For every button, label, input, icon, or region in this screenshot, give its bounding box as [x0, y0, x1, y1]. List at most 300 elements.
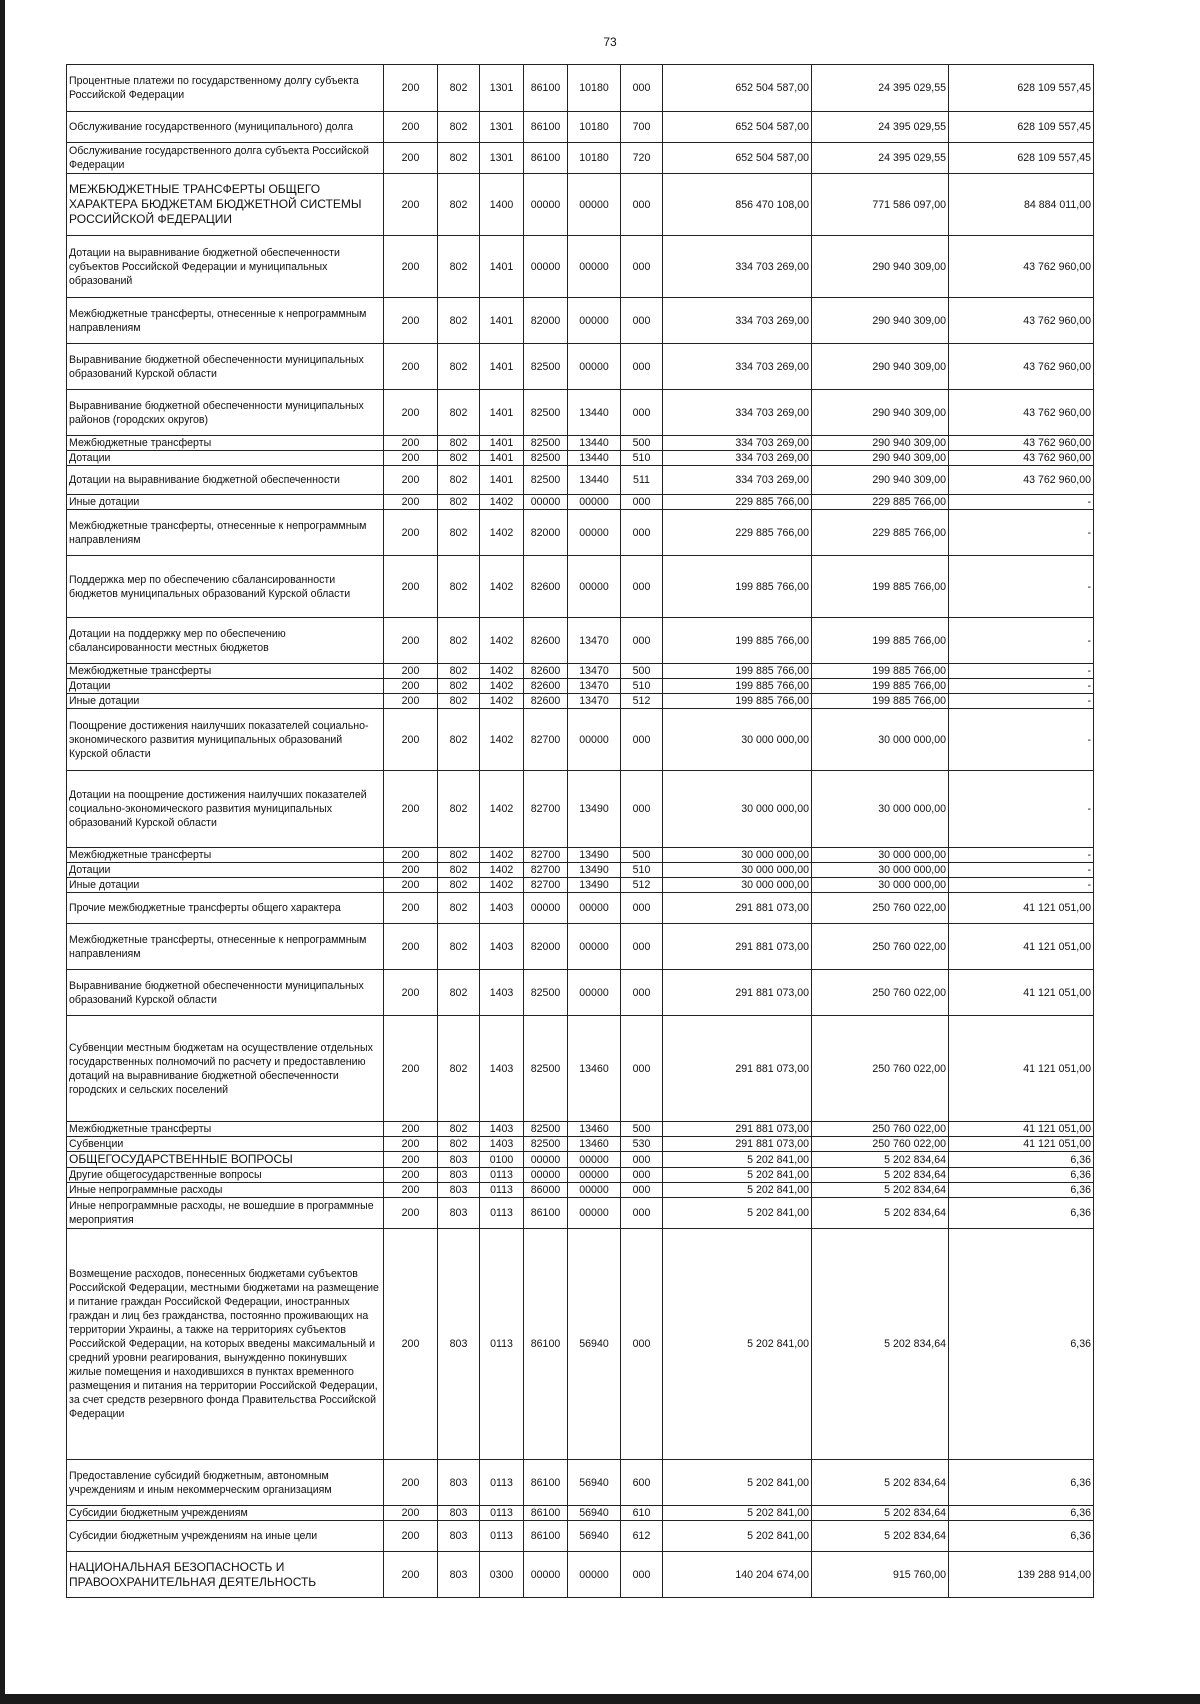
- code-program-cell: 82500: [524, 1122, 568, 1137]
- table-row: [67, 495, 1094, 510]
- amount-remaining-cell: 41 121 051,00: [949, 924, 1094, 970]
- code-expense-type-cell: 512: [621, 878, 663, 893]
- code-grbs-cell: 200: [384, 1552, 438, 1598]
- code-program-cell: 00000: [524, 174, 568, 236]
- code-razdel-cell: 1402: [480, 618, 524, 664]
- code-program-cell: 82000: [524, 298, 568, 344]
- code-razdel-cell: 1401: [480, 436, 524, 451]
- code-razdel-cell: 1403: [480, 1016, 524, 1122]
- code-vid-cell: 802: [438, 1137, 480, 1152]
- amount-remaining-cell: -: [949, 556, 1094, 618]
- amount-planned-cell: 30 000 000,00: [663, 771, 812, 848]
- code-grbs-cell: 200: [384, 848, 438, 863]
- amount-planned-cell: 334 703 269,00: [663, 466, 812, 495]
- code-vid-cell: 802: [438, 970, 480, 1016]
- table-row: [67, 112, 1094, 143]
- table-row: [67, 771, 1094, 848]
- code-program-cell: 86100: [524, 65, 568, 112]
- code-program-cell: 00000: [524, 1152, 568, 1168]
- table-row: [67, 174, 1094, 236]
- table-row: [67, 1506, 1094, 1521]
- code-razdel-cell: 1403: [480, 970, 524, 1016]
- code-program-cell: 82700: [524, 709, 568, 771]
- code-target-cell: 13470: [568, 664, 621, 679]
- code-grbs-cell: 200: [384, 174, 438, 236]
- code-razdel-cell: 1301: [480, 65, 524, 112]
- code-grbs-cell: 200: [384, 112, 438, 143]
- table-row: [67, 893, 1094, 924]
- row-name-cell: Дотации на поддержку мер по обеспечению сбалансированности местных бюджетов: [67, 618, 384, 664]
- code-target-cell: 13490: [568, 863, 621, 878]
- row-name-cell: Субвенции местным бюджетам на осуществление отдельных государственных полномочий по расчету и предоставлению дотаций на выравнивание бюджетной обеспеченности городских и сельских поселений: [67, 1016, 384, 1122]
- code-razdel-cell: 1401: [480, 451, 524, 466]
- amount-planned-cell: 652 504 587,00: [663, 112, 812, 143]
- amount-planned-cell: 229 885 766,00: [663, 495, 812, 510]
- amount-remaining-cell: 43 762 960,00: [949, 298, 1094, 344]
- amount-planned-cell: 199 885 766,00: [663, 556, 812, 618]
- row-name-cell: Субсидии бюджетным учреждениям: [67, 1506, 384, 1521]
- amount-planned-cell: 5 202 841,00: [663, 1198, 812, 1229]
- table-row: [67, 1460, 1094, 1506]
- code-razdel-cell: 0113: [480, 1506, 524, 1521]
- code-target-cell: 00000: [568, 495, 621, 510]
- code-target-cell: 00000: [568, 1552, 621, 1598]
- amount-executed-cell: 290 940 309,00: [812, 236, 949, 298]
- table-row: [67, 1137, 1094, 1152]
- table-row: [67, 436, 1094, 451]
- table-row: [67, 618, 1094, 664]
- amount-planned-cell: 140 204 674,00: [663, 1552, 812, 1598]
- amount-remaining-cell: 41 121 051,00: [949, 970, 1094, 1016]
- code-grbs-cell: 200: [384, 495, 438, 510]
- code-grbs-cell: 200: [384, 1168, 438, 1183]
- code-target-cell: 10180: [568, 112, 621, 143]
- code-expense-type-cell: 500: [621, 436, 663, 451]
- code-expense-type-cell: 000: [621, 709, 663, 771]
- code-expense-type-cell: 000: [621, 65, 663, 112]
- amount-executed-cell: 250 760 022,00: [812, 1122, 949, 1137]
- row-name-cell: Обслуживание государственного (муниципального) долга: [67, 112, 384, 143]
- amount-planned-cell: 229 885 766,00: [663, 510, 812, 556]
- code-expense-type-cell: 500: [621, 848, 663, 863]
- code-vid-cell: 802: [438, 112, 480, 143]
- table-row: [67, 451, 1094, 466]
- code-vid-cell: 802: [438, 451, 480, 466]
- code-program-cell: 82000: [524, 924, 568, 970]
- code-program-cell: 00000: [524, 1552, 568, 1598]
- code-expense-type-cell: 610: [621, 1506, 663, 1521]
- amount-remaining-cell: -: [949, 878, 1094, 893]
- code-program-cell: 00000: [524, 236, 568, 298]
- amount-remaining-cell: -: [949, 679, 1094, 694]
- amount-planned-cell: 199 885 766,00: [663, 664, 812, 679]
- amount-remaining-cell: -: [949, 618, 1094, 664]
- code-program-cell: 82500: [524, 1137, 568, 1152]
- amount-executed-cell: 250 760 022,00: [812, 924, 949, 970]
- code-expense-type-cell: 511: [621, 466, 663, 495]
- code-program-cell: 86100: [524, 1506, 568, 1521]
- amount-executed-cell: 229 885 766,00: [812, 510, 949, 556]
- amount-executed-cell: 199 885 766,00: [812, 556, 949, 618]
- code-program-cell: 82500: [524, 344, 568, 390]
- table-row: [67, 1122, 1094, 1137]
- code-vid-cell: 802: [438, 878, 480, 893]
- code-target-cell: 00000: [568, 924, 621, 970]
- amount-remaining-cell: -: [949, 863, 1094, 878]
- row-name-cell: Межбюджетные трансферты: [67, 664, 384, 679]
- code-program-cell: 86000: [524, 1183, 568, 1198]
- amount-executed-cell: 30 000 000,00: [812, 709, 949, 771]
- code-target-cell: 56940: [568, 1506, 621, 1521]
- code-vid-cell: 802: [438, 664, 480, 679]
- code-expense-type-cell: 000: [621, 1183, 663, 1198]
- amount-planned-cell: 199 885 766,00: [663, 618, 812, 664]
- amount-remaining-cell: -: [949, 848, 1094, 863]
- amount-remaining-cell: -: [949, 694, 1094, 709]
- amount-executed-cell: 5 202 834,64: [812, 1152, 949, 1168]
- amount-executed-cell: 199 885 766,00: [812, 664, 949, 679]
- code-vid-cell: 802: [438, 694, 480, 709]
- amount-executed-cell: 199 885 766,00: [812, 618, 949, 664]
- amount-remaining-cell: 41 121 051,00: [949, 1122, 1094, 1137]
- amount-planned-cell: 5 202 841,00: [663, 1506, 812, 1521]
- code-target-cell: 56940: [568, 1521, 621, 1552]
- code-grbs-cell: 200: [384, 143, 438, 174]
- code-program-cell: 82000: [524, 510, 568, 556]
- code-vid-cell: 802: [438, 679, 480, 694]
- row-name-cell: Межбюджетные трансферты, отнесенные к непрограммным направлениям: [67, 924, 384, 970]
- amount-planned-cell: 291 881 073,00: [663, 970, 812, 1016]
- code-target-cell: 00000: [568, 510, 621, 556]
- code-razdel-cell: 1402: [480, 694, 524, 709]
- code-expense-type-cell: 000: [621, 174, 663, 236]
- code-target-cell: 00000: [568, 709, 621, 771]
- row-name-cell: Возмещение расходов, понесенных бюджетами субъектов Российской Федерации, местными бюджетами на размещение и питание граждан Российской Федерации, иностранных граждан и лиц без гражданства, постоянно проживающих на территории Украины, а также на территориях субъектов Российской Федерации, на которых введены максимальный и средний уровни реагирования, вынужденно покинувших жилые помещения и находившихся в пунктах временного размещения и питания на территории Российской Федерации, за счет средств резервного фонда Правительства Российской Федерации: [67, 1229, 384, 1460]
- code-vid-cell: 802: [438, 495, 480, 510]
- amount-executed-cell: 5 202 834,64: [812, 1183, 949, 1198]
- code-razdel-cell: 0113: [480, 1198, 524, 1229]
- row-name-cell: Иные непрограммные расходы, не вошедшие в программные мероприятия: [67, 1198, 384, 1229]
- code-vid-cell: 803: [438, 1183, 480, 1198]
- amount-remaining-cell: 43 762 960,00: [949, 451, 1094, 466]
- code-grbs-cell: 200: [384, 893, 438, 924]
- code-program-cell: 82600: [524, 679, 568, 694]
- row-name-cell: Межбюджетные трансферты: [67, 436, 384, 451]
- table-row: [67, 1152, 1094, 1168]
- code-program-cell: 82700: [524, 771, 568, 848]
- code-target-cell: 13440: [568, 466, 621, 495]
- code-razdel-cell: 1401: [480, 390, 524, 436]
- code-vid-cell: 802: [438, 771, 480, 848]
- table-row: [67, 1016, 1094, 1122]
- row-name-cell: МЕЖБЮДЖЕТНЫЕ ТРАНСФЕРТЫ ОБЩЕГО ХАРАКТЕРА БЮДЖЕТАМ БЮДЖЕТНОЙ СИСТЕМЫ РОССИЙСКОЙ ФЕДЕРАЦИИ: [67, 174, 384, 236]
- code-target-cell: 00000: [568, 1152, 621, 1168]
- amount-executed-cell: 290 940 309,00: [812, 466, 949, 495]
- code-target-cell: 13490: [568, 878, 621, 893]
- code-razdel-cell: 1401: [480, 236, 524, 298]
- code-target-cell: 13460: [568, 1122, 621, 1137]
- scan-edge-bottom: [0, 1694, 1200, 1704]
- amount-planned-cell: 334 703 269,00: [663, 390, 812, 436]
- table-row: [67, 1229, 1094, 1460]
- scan-edge-left: [0, 0, 5, 1704]
- table-row: [67, 694, 1094, 709]
- row-name-cell: Дотации: [67, 451, 384, 466]
- code-vid-cell: 802: [438, 1016, 480, 1122]
- code-grbs-cell: 200: [384, 924, 438, 970]
- code-razdel-cell: 0113: [480, 1521, 524, 1552]
- code-vid-cell: 802: [438, 893, 480, 924]
- code-target-cell: 13490: [568, 848, 621, 863]
- code-target-cell: 00000: [568, 556, 621, 618]
- code-expense-type-cell: 600: [621, 1460, 663, 1506]
- amount-executed-cell: 250 760 022,00: [812, 970, 949, 1016]
- row-name-cell: Процентные платежи по государственному долгу субъекта Российской Федерации: [67, 65, 384, 112]
- row-name-cell: НАЦИОНАЛЬНАЯ БЕЗОПАСНОСТЬ И ПРАВООХРАНИТЕЛЬНАЯ ДЕЯТЕЛЬНОСТЬ: [67, 1552, 384, 1598]
- table-row: [67, 1183, 1094, 1198]
- code-expense-type-cell: 510: [621, 451, 663, 466]
- amount-executed-cell: 5 202 834,64: [812, 1229, 949, 1460]
- code-vid-cell: 802: [438, 344, 480, 390]
- amount-remaining-cell: -: [949, 664, 1094, 679]
- amount-executed-cell: 5 202 834,64: [812, 1506, 949, 1521]
- code-vid-cell: 802: [438, 390, 480, 436]
- table-row: [67, 924, 1094, 970]
- amount-remaining-cell: -: [949, 510, 1094, 556]
- table-row: [67, 709, 1094, 771]
- code-expense-type-cell: 500: [621, 1122, 663, 1137]
- amount-remaining-cell: 6,36: [949, 1152, 1094, 1168]
- code-razdel-cell: 1403: [480, 1137, 524, 1152]
- code-target-cell: 56940: [568, 1460, 621, 1506]
- amount-remaining-cell: 43 762 960,00: [949, 236, 1094, 298]
- code-grbs-cell: 200: [384, 1198, 438, 1229]
- code-target-cell: 13440: [568, 390, 621, 436]
- amount-planned-cell: 5 202 841,00: [663, 1152, 812, 1168]
- code-program-cell: 82700: [524, 863, 568, 878]
- amount-planned-cell: 291 881 073,00: [663, 1122, 812, 1137]
- code-razdel-cell: 1403: [480, 893, 524, 924]
- amount-executed-cell: 290 940 309,00: [812, 298, 949, 344]
- code-vid-cell: 802: [438, 556, 480, 618]
- row-name-cell: Иные дотации: [67, 495, 384, 510]
- row-name-cell: Межбюджетные трансферты: [67, 848, 384, 863]
- code-program-cell: 86100: [524, 1521, 568, 1552]
- amount-remaining-cell: 43 762 960,00: [949, 344, 1094, 390]
- amount-planned-cell: 334 703 269,00: [663, 451, 812, 466]
- code-vid-cell: 802: [438, 924, 480, 970]
- row-name-cell: Дотации на поощрение достижения наилучших показателей социально-экономического развития муниципальных образований Курской области: [67, 771, 384, 848]
- code-target-cell: 00000: [568, 236, 621, 298]
- code-program-cell: 82500: [524, 390, 568, 436]
- amount-executed-cell: 229 885 766,00: [812, 495, 949, 510]
- code-razdel-cell: 1402: [480, 709, 524, 771]
- amount-remaining-cell: 6,36: [949, 1521, 1094, 1552]
- table-row: [67, 466, 1094, 495]
- amount-planned-cell: 652 504 587,00: [663, 143, 812, 174]
- code-vid-cell: 802: [438, 298, 480, 344]
- code-vid-cell: 803: [438, 1521, 480, 1552]
- amount-planned-cell: 334 703 269,00: [663, 298, 812, 344]
- code-program-cell: 82600: [524, 556, 568, 618]
- code-vid-cell: 802: [438, 863, 480, 878]
- code-target-cell: 00000: [568, 298, 621, 344]
- amount-planned-cell: 334 703 269,00: [663, 436, 812, 451]
- amount-remaining-cell: 43 762 960,00: [949, 436, 1094, 451]
- code-grbs-cell: 200: [384, 771, 438, 848]
- code-razdel-cell: 1403: [480, 924, 524, 970]
- code-target-cell: 10180: [568, 65, 621, 112]
- code-grbs-cell: 200: [384, 1229, 438, 1460]
- row-name-cell: Выравнивание бюджетной обеспеченности муниципальных образований Курской области: [67, 970, 384, 1016]
- amount-executed-cell: 250 760 022,00: [812, 893, 949, 924]
- code-razdel-cell: 1301: [480, 143, 524, 174]
- table-row: [67, 1168, 1094, 1183]
- table-row: [67, 664, 1094, 679]
- code-vid-cell: 802: [438, 466, 480, 495]
- code-program-cell: 86100: [524, 112, 568, 143]
- amount-remaining-cell: 41 121 051,00: [949, 1016, 1094, 1122]
- code-program-cell: 82500: [524, 466, 568, 495]
- amount-executed-cell: 199 885 766,00: [812, 679, 949, 694]
- code-vid-cell: 802: [438, 510, 480, 556]
- row-name-cell: Дотации: [67, 679, 384, 694]
- code-vid-cell: 802: [438, 236, 480, 298]
- amount-remaining-cell: 41 121 051,00: [949, 893, 1094, 924]
- code-grbs-cell: 200: [384, 1183, 438, 1198]
- code-expense-type-cell: 000: [621, 298, 663, 344]
- amount-remaining-cell: 628 109 557,45: [949, 112, 1094, 143]
- code-razdel-cell: 0113: [480, 1460, 524, 1506]
- code-expense-type-cell: 530: [621, 1137, 663, 1152]
- code-expense-type-cell: 000: [621, 556, 663, 618]
- amount-remaining-cell: -: [949, 709, 1094, 771]
- code-expense-type-cell: 500: [621, 664, 663, 679]
- code-expense-type-cell: 000: [621, 236, 663, 298]
- code-grbs-cell: 200: [384, 390, 438, 436]
- code-grbs-cell: 200: [384, 556, 438, 618]
- code-vid-cell: 803: [438, 1229, 480, 1460]
- code-vid-cell: 803: [438, 1506, 480, 1521]
- row-name-cell: Выравнивание бюджетной обеспеченности муниципальных образований Курской области: [67, 344, 384, 390]
- code-target-cell: 00000: [568, 893, 621, 924]
- row-name-cell: Другие общегосударственные вопросы: [67, 1168, 384, 1183]
- code-grbs-cell: 200: [384, 1016, 438, 1122]
- table-row: [67, 1552, 1094, 1598]
- code-expense-type-cell: 000: [621, 924, 663, 970]
- code-program-cell: 86100: [524, 1198, 568, 1229]
- code-target-cell: 00000: [568, 174, 621, 236]
- code-expense-type-cell: 000: [621, 1168, 663, 1183]
- table-row: [67, 848, 1094, 863]
- code-vid-cell: 802: [438, 143, 480, 174]
- code-razdel-cell: 1401: [480, 298, 524, 344]
- amount-executed-cell: 5 202 834,64: [812, 1198, 949, 1229]
- amount-remaining-cell: 6,36: [949, 1460, 1094, 1506]
- table-row: [67, 1198, 1094, 1229]
- amount-planned-cell: 199 885 766,00: [663, 679, 812, 694]
- code-target-cell: 13440: [568, 436, 621, 451]
- code-expense-type-cell: 612: [621, 1521, 663, 1552]
- amount-remaining-cell: 6,36: [949, 1168, 1094, 1183]
- code-grbs-cell: 200: [384, 466, 438, 495]
- code-expense-type-cell: 000: [621, 1016, 663, 1122]
- code-expense-type-cell: 000: [621, 1198, 663, 1229]
- amount-planned-cell: 291 881 073,00: [663, 893, 812, 924]
- amount-planned-cell: 30 000 000,00: [663, 709, 812, 771]
- row-name-cell: Иные дотации: [67, 694, 384, 709]
- code-target-cell: 13470: [568, 694, 621, 709]
- code-target-cell: 00000: [568, 1168, 621, 1183]
- row-name-cell: Межбюджетные трансферты: [67, 1122, 384, 1137]
- code-grbs-cell: 200: [384, 451, 438, 466]
- amount-executed-cell: 290 940 309,00: [812, 436, 949, 451]
- amount-planned-cell: 199 885 766,00: [663, 694, 812, 709]
- table-row: [67, 510, 1094, 556]
- code-razdel-cell: 1401: [480, 466, 524, 495]
- table-row: [67, 679, 1094, 694]
- code-razdel-cell: 1402: [480, 771, 524, 848]
- amount-remaining-cell: -: [949, 495, 1094, 510]
- code-razdel-cell: 0100: [480, 1152, 524, 1168]
- code-target-cell: 00000: [568, 970, 621, 1016]
- amount-remaining-cell: 6,36: [949, 1198, 1094, 1229]
- amount-remaining-cell: 84 884 011,00: [949, 174, 1094, 236]
- amount-executed-cell: 30 000 000,00: [812, 771, 949, 848]
- row-name-cell: Дотации на выравнивание бюджетной обеспеченности субъектов Российской Федерации и муниципальных образований: [67, 236, 384, 298]
- code-grbs-cell: 200: [384, 436, 438, 451]
- code-program-cell: 82700: [524, 848, 568, 863]
- amount-planned-cell: 856 470 108,00: [663, 174, 812, 236]
- code-program-cell: 82500: [524, 1016, 568, 1122]
- amount-executed-cell: 290 940 309,00: [812, 451, 949, 466]
- amount-remaining-cell: 43 762 960,00: [949, 390, 1094, 436]
- code-grbs-cell: 200: [384, 694, 438, 709]
- table-row: [67, 236, 1094, 298]
- code-program-cell: 82500: [524, 970, 568, 1016]
- amount-executed-cell: 24 395 029,55: [812, 112, 949, 143]
- amount-executed-cell: 5 202 834,64: [812, 1168, 949, 1183]
- row-name-cell: Иные дотации: [67, 878, 384, 893]
- code-razdel-cell: 1402: [480, 863, 524, 878]
- row-name-cell: Поддержка мер по обеспечению сбалансированности бюджетов муниципальных образований Курской области: [67, 556, 384, 618]
- amount-executed-cell: 5 202 834,64: [812, 1460, 949, 1506]
- code-target-cell: 00000: [568, 1183, 621, 1198]
- row-name-cell: Обслуживание государственного долга субъекта Российской Федерации: [67, 143, 384, 174]
- code-expense-type-cell: 720: [621, 143, 663, 174]
- amount-remaining-cell: 6,36: [949, 1229, 1094, 1460]
- code-expense-type-cell: 000: [621, 893, 663, 924]
- code-expense-type-cell: 510: [621, 679, 663, 694]
- code-expense-type-cell: 000: [621, 1229, 663, 1460]
- code-target-cell: 13490: [568, 771, 621, 848]
- code-razdel-cell: 1301: [480, 112, 524, 143]
- amount-executed-cell: 30 000 000,00: [812, 878, 949, 893]
- code-program-cell: 82500: [524, 451, 568, 466]
- table-row: [67, 556, 1094, 618]
- row-name-cell: Предоставление субсидий бюджетным, автономным учреждениям и иным некоммерческим организациям: [67, 1460, 384, 1506]
- code-grbs-cell: 200: [384, 65, 438, 112]
- code-program-cell: 00000: [524, 1168, 568, 1183]
- amount-planned-cell: 291 881 073,00: [663, 1016, 812, 1122]
- amount-executed-cell: 915 760,00: [812, 1552, 949, 1598]
- code-vid-cell: 803: [438, 1168, 480, 1183]
- code-vid-cell: 803: [438, 1460, 480, 1506]
- code-vid-cell: 802: [438, 709, 480, 771]
- amount-remaining-cell: 628 109 557,45: [949, 143, 1094, 174]
- code-expense-type-cell: 000: [621, 390, 663, 436]
- table-row: [67, 65, 1094, 112]
